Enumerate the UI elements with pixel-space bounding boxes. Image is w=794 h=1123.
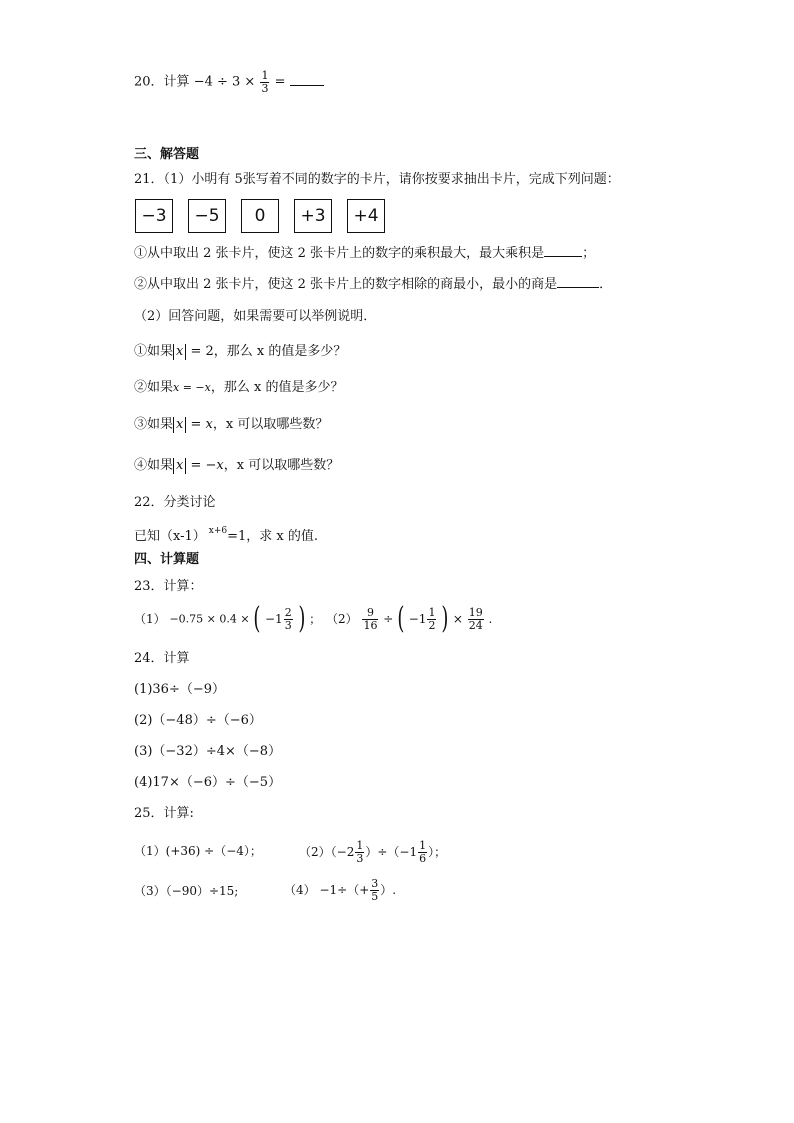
q21-s1-text: ①从中取出 2 张卡片，使这 2 张卡片上的数字的乘积最大，最大乘积是: [134, 246, 545, 261]
q23-p2-frac-2: [427, 607, 436, 631]
q24-title: 24．计算: [134, 651, 190, 666]
q23-part-2: （2） $\frac{9}{16}$ ÷ ( −1 $\frac{1}{2}$ ) × $\frac{19}{24}$ .: [326, 601, 493, 636]
q22-post: =1，求 x 的值.: [227, 529, 319, 544]
q21-part2-q1: [134, 344, 346, 360]
q25-p4-frac: [370, 878, 379, 902]
abs-x-4: x: [173, 458, 186, 474]
q21-q2-mid: ，那么 x 的值是多少？: [210, 380, 344, 395]
q23-p1-fraction: [284, 607, 293, 631]
q25-p2-end: ）；: [428, 845, 447, 860]
q21-q4-end: ，x 可以取哪些数？: [223, 458, 340, 473]
card-1: −3: [135, 199, 173, 233]
q21-s2-blank: [557, 287, 599, 288]
q21-part2-q4: [134, 458, 339, 474]
q25-p2-mid: ）÷（−1: [365, 845, 418, 860]
card-5: +4: [347, 199, 385, 233]
q22-pre: 已知（x-1）: [134, 529, 206, 544]
q23-p1-expr: −0.75 × 0.4 ×: [169, 612, 250, 626]
q25-p4-den: 5: [371, 889, 379, 903]
q23-p1-end: ；: [309, 612, 322, 626]
q25-title: 25．计算:: [134, 806, 194, 821]
q23-p1-num: 2: [284, 605, 292, 619]
section-4-heading: 四、计算题: [134, 552, 200, 567]
q23-p1-label: （1）: [134, 612, 166, 626]
q23-p2-label: （2）: [326, 612, 358, 626]
q21-q3-end: ，x 可以取哪些数？: [212, 417, 329, 432]
q21-part-2: （2）回答问题，如果需要可以举例说明．: [134, 309, 377, 324]
q20-equals: =: [274, 74, 286, 90]
q21-q2-pre: ②如果: [134, 380, 174, 395]
q25-part-1: （1）(+36) ÷（−4）；: [134, 844, 262, 858]
q21-s1-end: ；: [582, 246, 596, 261]
q25-p2-num2: 1: [419, 839, 427, 852]
q21-s1-blank: [544, 256, 582, 257]
q21-s2-text: ②从中取出 2 张卡片，使这 2 张卡片上的数字相除的商最小，最小的商是: [134, 277, 558, 292]
card-4: +3: [294, 199, 332, 233]
q23-p2-den2: 24: [468, 618, 483, 632]
q21-q3-pre: ③如果: [134, 417, 174, 432]
q24-item-2: (2)（−48）÷（−6）: [134, 713, 262, 728]
section-3-heading: 三、解答题: [134, 147, 200, 162]
q23-p2-frac-1: [362, 607, 378, 631]
q24-item-3: (3)（−32）÷4×（−8）: [134, 744, 282, 759]
q22-title: 22．分类讨论: [134, 495, 216, 510]
q25-p4-pre: （4） −1÷（+: [284, 883, 370, 898]
q21-q4-mid: = −x: [186, 458, 224, 473]
q23-p2-num: 9: [362, 607, 378, 620]
q23-p2-div: ÷: [383, 612, 394, 626]
q25-p2-frac-1: [355, 840, 364, 864]
q23-p1-whole: −1: [264, 612, 283, 626]
q23-title: 23．计算：: [134, 579, 203, 594]
q21-subquestion-2: [134, 278, 612, 291]
q21-q4-pre: ④如果: [134, 458, 174, 473]
q25-p2-den2: 6: [419, 851, 427, 865]
q25-p2-num: 1: [356, 839, 364, 852]
abs-x-1: x: [173, 344, 186, 360]
q21-part2-q2: [134, 381, 343, 394]
q25-part-3: （3）（−90）÷15;: [134, 884, 239, 898]
q20-frac-den: 3: [261, 81, 269, 95]
q23-p2-den: 16: [363, 618, 378, 632]
abs-x-3: x: [173, 417, 186, 433]
q24-item-1: (1)36÷（−9）: [134, 682, 226, 697]
q22-exponent: x+6: [208, 526, 228, 536]
card-2: −5: [188, 199, 226, 233]
q25-p2-den: 3: [356, 851, 364, 865]
q21-q1-pre: ①如果: [134, 344, 174, 359]
q20-prefix: 20．计算: [134, 74, 190, 90]
q23-p1-den: 3: [284, 618, 292, 632]
q21-s2-end: ．: [599, 277, 613, 292]
q25-part-4: [284, 878, 396, 902]
q20-fraction: [260, 70, 269, 94]
q23-p2-in-den: 2: [428, 618, 436, 632]
q23-p2-times: ×: [452, 612, 463, 626]
q21-q1-mid: = 2，那么 x 的值是多少？: [186, 344, 347, 359]
q21-q3-mid: = x: [186, 417, 213, 432]
q23-p2-end: .: [488, 612, 493, 626]
card-3: 0: [241, 199, 279, 233]
q20-answer-blank: [290, 85, 324, 86]
q23-part-1: （1） −0.75 × 0.4 × ( −1 $\frac{2}{3}$ ) ；: [134, 601, 322, 636]
question-20: [134, 70, 324, 94]
q25-p2-pre: （2）（−2: [299, 845, 355, 860]
q25-p2-frac-2: [418, 840, 427, 864]
q25-p4-end: ）.: [380, 883, 397, 898]
q21-subquestion-1: [134, 247, 595, 260]
q23-p2-whole: −1: [408, 612, 427, 626]
q21-q2-expr: x = −x: [173, 381, 211, 394]
q24-item-4: (4)17×（−6）÷（−5）: [134, 775, 282, 790]
q20-frac-num: 1: [261, 69, 269, 82]
q23-p2-in-num: 1: [428, 605, 436, 619]
q21-part2-q3: [134, 417, 328, 433]
q23-p2-frac-3: [468, 607, 484, 631]
q20-expression: −4 ÷ 3 ×: [193, 74, 256, 90]
q22-statement: [134, 527, 318, 543]
q25-p4-num: 3: [371, 877, 379, 890]
q23-p2-num2: 19: [468, 605, 483, 619]
q25-part-2: [299, 840, 446, 864]
q21-intro: 21．（1）小明有 5张写着不同的数字的卡片，请你按要求抽出卡片，完成下列问题：: [134, 172, 620, 187]
